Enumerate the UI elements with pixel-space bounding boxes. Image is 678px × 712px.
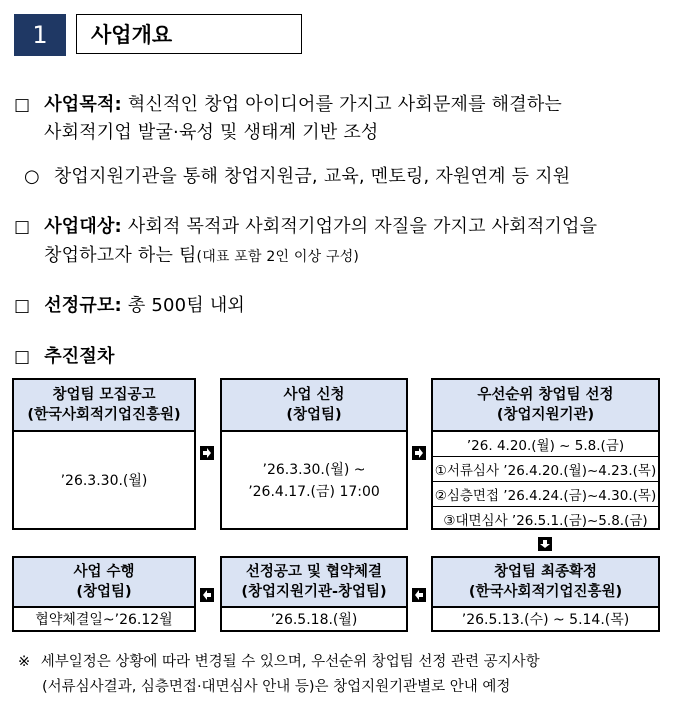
arrow-right-icon — [200, 446, 214, 460]
step-body — [433, 608, 658, 632]
arrow-down-icon — [538, 537, 552, 551]
step-announcement-agreement — [220, 556, 408, 632]
process-heading — [14, 342, 115, 368]
step-org: (한국사회적기업진흥원) — [468, 584, 623, 600]
checkbox-square-icon: □ — [14, 347, 31, 367]
note-text-1: 세부일정은 상황에 따라 변경될 수 있으며, 우선순위 창업팀 선정 관련 공지사항 — [40, 654, 540, 670]
note-text-2: (서류심사결과, 심층면접·대면심사 안내 등)은 창업지원기관별로 안내 예정 — [42, 679, 511, 695]
step-org: (창업지원기관-창업팀) — [241, 584, 387, 600]
step-date: ’26.5.13.(수) ~ 5.14.(목) — [461, 612, 630, 628]
step-title: 사업 수행 — [73, 564, 135, 580]
step-schedule-rows — [433, 432, 658, 531]
step-body — [14, 608, 194, 632]
step-execution — [12, 556, 196, 632]
checkbox-square-icon: □ — [14, 296, 31, 316]
scale-value: 총 500팀 내외 — [127, 295, 246, 316]
scale-label: 선정규모: — [44, 295, 122, 316]
step-head — [433, 558, 658, 608]
purpose-sub-text: 창업지원기관을 통해 창업지원금, 교육, 멘토링, 자원연계 등 지원 — [53, 166, 571, 187]
step-recruit-notice — [12, 378, 196, 530]
section-title: 사업개요 — [76, 14, 302, 54]
step-priority-selection — [431, 378, 660, 530]
target-label: 사업대상: — [44, 216, 122, 237]
note-line1 — [18, 650, 540, 671]
circle-bullet-icon: ○ — [24, 166, 40, 187]
step-head — [14, 380, 194, 432]
target-text-2: 창업하고자 하는 팀 — [44, 245, 197, 266]
section-number: 1 — [14, 14, 66, 56]
step-org: (창업팀) — [76, 584, 132, 600]
step-date: ’26.3.30.(월) — [60, 473, 148, 489]
step-title: 우선순위 창업팀 선정 — [477, 387, 614, 403]
step-org: (창업지원기관) — [496, 407, 595, 423]
purpose-sub — [24, 162, 570, 188]
arrow-left-icon — [412, 588, 426, 602]
step-date: ’26.5.18.(월) — [270, 612, 358, 628]
step-head — [222, 558, 406, 608]
target-line2 — [44, 241, 359, 267]
arrow-right-icon — [412, 446, 426, 460]
target-text-note: (대표 포함 2인 이상 구성) — [196, 249, 360, 265]
purpose-text-2: 사회적기업 발굴·육성 및 생태계 기반 조성 — [44, 122, 379, 143]
step-title: 창업팀 최종확정 — [493, 564, 598, 580]
step-final-confirmation — [431, 556, 660, 632]
step-head — [433, 380, 658, 432]
step-date: 협약체결일~’26.12월 — [35, 612, 173, 628]
schedule-row: ’26. 4.20.(월) ~ 5.8.(금) — [466, 438, 625, 454]
note-mark: ※ — [18, 654, 31, 670]
purpose-label: 사업목적: — [44, 94, 122, 115]
step-head — [222, 380, 406, 432]
process-label: 추진절차 — [44, 346, 115, 367]
schedule-row: ①서류심사 ’26.4.20.(월)~4.23.(목) — [433, 456, 658, 481]
step-org: (창업팀) — [286, 407, 342, 423]
checkbox-square-icon: □ — [14, 217, 31, 237]
schedule-row: ③대면심사 ’26.5.1.(금)~5.8.(금) — [433, 506, 658, 531]
step-body — [222, 608, 406, 632]
arrow-left-icon — [200, 588, 214, 602]
step-application — [220, 378, 408, 530]
step-title: 창업팀 모집공고 — [52, 387, 156, 403]
step-date: ’26.4.17.(금) 17:00 — [248, 484, 380, 500]
step-org: (한국사회적기업진흥원) — [27, 407, 181, 423]
scale-line — [14, 291, 245, 317]
target-text-1: 사회적 목적과 사회적기업가의 자질을 가지고 사회적기업을 — [127, 216, 598, 237]
schedule-row: ②심층면접 ’26.4.24.(금)~4.30.(목) — [433, 481, 658, 506]
step-title: 사업 신청 — [283, 387, 345, 403]
step-title: 선정공고 및 협약체결 — [245, 564, 383, 580]
step-date: ’26.3.30.(월) ~ — [262, 462, 366, 478]
step-body — [222, 432, 406, 530]
purpose-line1 — [14, 90, 562, 116]
purpose-text-1: 혁신적인 창업 아이디어를 가지고 사회문제를 해결하는 — [127, 94, 562, 115]
target-line1 — [14, 212, 597, 238]
step-body — [14, 432, 194, 530]
checkbox-square-icon: □ — [14, 95, 31, 115]
step-head — [14, 558, 194, 608]
